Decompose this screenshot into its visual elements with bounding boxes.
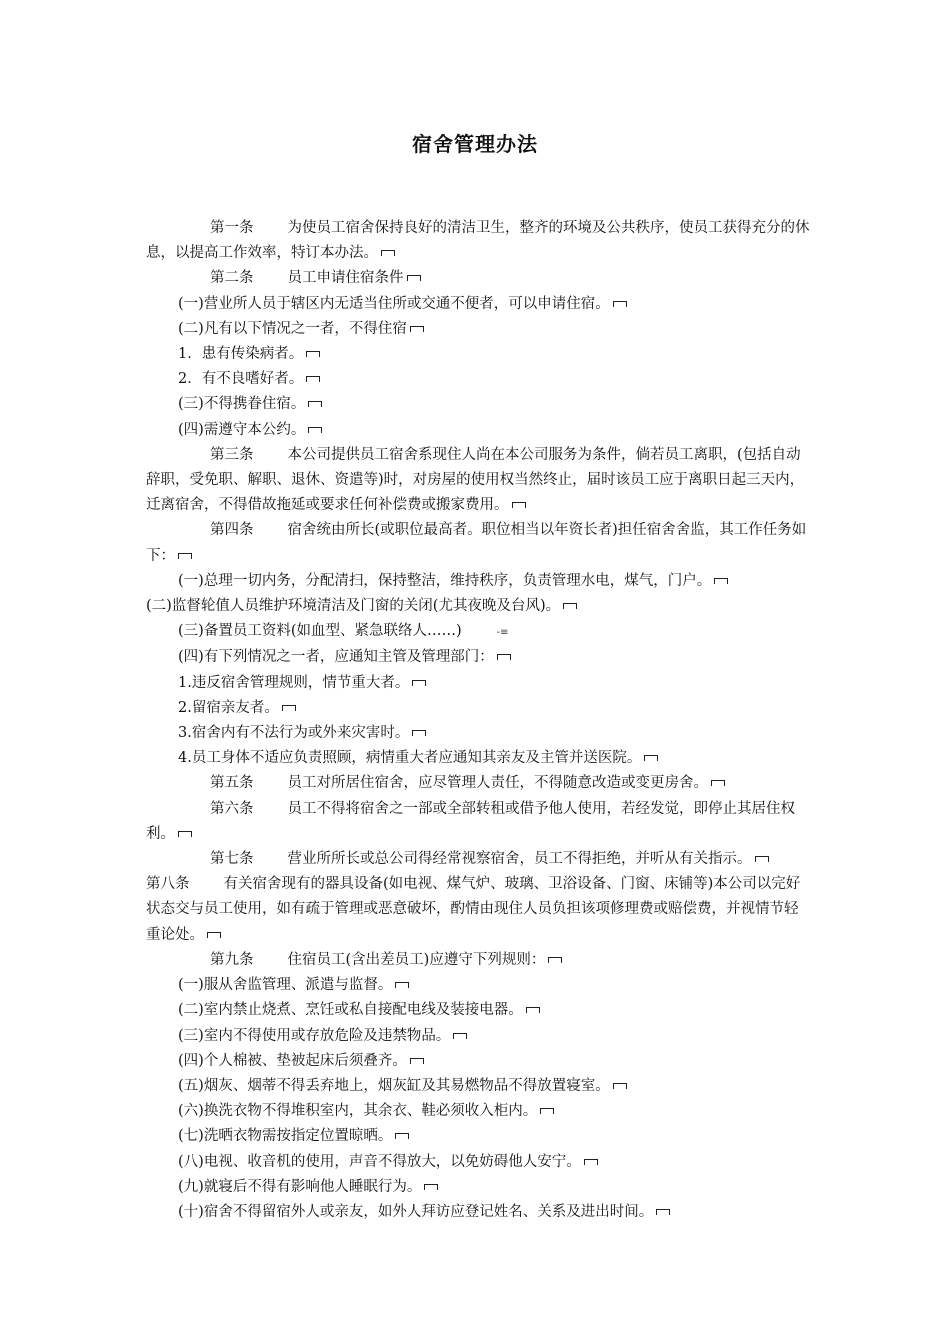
paragraph-mark-icon bbox=[412, 729, 426, 737]
article-9 bbox=[146, 948, 810, 973]
clause-item bbox=[146, 1099, 810, 1124]
article-2 bbox=[146, 266, 810, 291]
article-5 bbox=[146, 771, 810, 796]
clause-text: (二)室内禁止烧煮、烹饪或私自接配电线及装接电器。 bbox=[178, 1002, 523, 1019]
article-text: 本公司提供员工宿舍系现住人尚在本公司服务为条件，倘若员工离职，(包括自动辞职，受免职、解职、退休、资遣等)时，对房屋的使用权当然终止，届时该员工应于离职日起三天内，迁离宿舍，不得借故拖延或要求任何补偿费或搬家费用。 bbox=[146, 446, 805, 514]
clause-item bbox=[146, 392, 810, 417]
clause-item bbox=[146, 746, 810, 771]
paragraph-mark-icon bbox=[613, 1082, 627, 1090]
clause-text: (一)营业所人员于辖区内无适当住所或交通不便者，可以申请住宿。 bbox=[178, 295, 610, 312]
clause-text: (六)换洗衣物不得堆积室内，其余衣、鞋必须收入柜内。 bbox=[178, 1103, 538, 1120]
article-1 bbox=[146, 216, 810, 266]
paragraph-mark-icon bbox=[584, 1158, 598, 1166]
clause-text: 2.留宿亲友者。 bbox=[178, 699, 279, 716]
paragraph-mark-icon bbox=[410, 325, 424, 333]
clause-text: 4.员工身体不适应负责照顾，病情重大者应通知其亲友及主管并送医院。 bbox=[178, 750, 642, 767]
paragraph-mark-icon bbox=[395, 981, 409, 989]
paragraph-mark-icon bbox=[178, 830, 192, 838]
document-title: 宿舍管理办法 bbox=[412, 132, 538, 156]
clause-item bbox=[146, 1074, 810, 1099]
paragraph-mark-icon bbox=[207, 931, 221, 939]
paragraph-mark-icon bbox=[512, 501, 526, 509]
paragraph-mark-icon bbox=[282, 704, 296, 712]
clause-item bbox=[146, 418, 810, 443]
clause-item bbox=[146, 1150, 810, 1175]
article-text: 宿舍统由所长(或职位最高者。职位相当以年资长者)担任宿舍舍监，其工作任务如下： bbox=[146, 522, 807, 564]
clause-item bbox=[146, 671, 810, 696]
clause-item bbox=[146, 1024, 810, 1049]
paragraph-mark-icon bbox=[410, 1057, 424, 1065]
paragraph-mark-icon bbox=[540, 1107, 554, 1115]
article-number: 第八条 bbox=[146, 876, 190, 893]
article-text: 员工对所居住宿舍，应尽管理人责任，不得随意改造或变更房舍。 bbox=[287, 775, 708, 792]
clause-text: 3.宿舍内有不法行为或外来灾害时。 bbox=[178, 725, 410, 742]
clause-item bbox=[146, 342, 810, 367]
clause-text: (四)个人棉被、垫被起床后须叠齐。 bbox=[178, 1052, 407, 1069]
paragraph-mark-icon bbox=[308, 426, 322, 434]
clause-item bbox=[146, 569, 810, 594]
article-4 bbox=[146, 518, 810, 568]
paragraph-mark-icon bbox=[526, 1006, 540, 1014]
clause-item bbox=[146, 1124, 810, 1149]
clause-text: 1.违反宿舍管理规则，情节重大者。 bbox=[178, 674, 410, 691]
article-number: 第九条 bbox=[210, 951, 254, 968]
clause-item bbox=[146, 367, 810, 392]
clause-text: (七)洗晒衣物需按指定位置晾晒。 bbox=[178, 1128, 393, 1145]
article-text: 为使员工宿舍保持良好的清洁卫生，整齐的环境及公共秩序，使员工获得充分的休息，以提高工作效率，特订本办法。 bbox=[146, 220, 810, 262]
paragraph-mark-icon bbox=[381, 249, 395, 257]
clause-text: (四)有下列情况之一者，应通知主管及管理部门： bbox=[178, 649, 494, 666]
article-text: 营业所所长或总公司得经常视察宿舍，员工不得拒绝，并听从有关指示。 bbox=[287, 851, 752, 868]
clause-text: (四)需遵守本公约。 bbox=[178, 421, 306, 438]
clause-item bbox=[146, 721, 810, 746]
article-number: 第三条 bbox=[210, 446, 254, 463]
article-number: 第四条 bbox=[210, 522, 254, 539]
paragraph-mark-icon bbox=[755, 855, 769, 863]
clause-item bbox=[146, 973, 810, 998]
paragraph-mark-icon bbox=[308, 400, 322, 408]
document-body bbox=[146, 216, 810, 1225]
clause-item bbox=[146, 292, 810, 317]
clause-text: 1．患有传染病者。 bbox=[178, 346, 304, 363]
article-6 bbox=[146, 797, 810, 847]
clause-item bbox=[146, 1200, 810, 1225]
clause-item bbox=[146, 696, 810, 721]
paragraph-mark-icon bbox=[407, 274, 421, 282]
article-3 bbox=[146, 443, 810, 519]
paragraph-mark-icon bbox=[714, 577, 728, 585]
clause-item bbox=[146, 1049, 810, 1074]
clause-item bbox=[146, 317, 810, 342]
paragraph-mark-icon bbox=[497, 653, 511, 661]
article-text: 住宿员工(含出差员工)应遵守下列规则： bbox=[287, 951, 546, 968]
paragraph-mark-icon bbox=[656, 1208, 670, 1216]
article-number: 第五条 bbox=[210, 775, 254, 792]
clause-text: (八)电视、收音机的使用，声音不得放大，以免妨碍他人安宁。 bbox=[178, 1153, 581, 1170]
paragraph-mark-icon bbox=[644, 754, 658, 762]
article-text: 员工不得将宿舍之一部或全部转租或借予他人使用，若经发觉，即停止其居住权利。 bbox=[146, 800, 795, 842]
clause-text: (五)烟灰、烟蒂不得丢弃地上，烟灰缸及其易燃物品不得放置寝室。 bbox=[178, 1077, 610, 1094]
paragraph-mark-icon bbox=[563, 602, 577, 610]
clause-text: (二)凡有以下情况之一者，不得住宿 bbox=[178, 320, 407, 337]
article-number: 第二条 bbox=[210, 270, 254, 287]
paragraph-mark-icon bbox=[548, 956, 562, 964]
paragraph-mark-icon bbox=[306, 375, 320, 383]
paragraph-mark-icon bbox=[306, 350, 320, 358]
clause-text: (三)室内不得使用或存放危险及违禁物品。 bbox=[178, 1027, 451, 1044]
paragraph-mark-icon bbox=[424, 1183, 438, 1191]
clause-text: (一)总理一切内务，分配清扫，保持整洁，维持秩序，负责管理水电，煤气，门户。 bbox=[178, 572, 712, 589]
paragraph-mark-icon bbox=[453, 1032, 467, 1040]
line-break-mark-icon: -≡ bbox=[496, 627, 509, 639]
article-number: 第六条 bbox=[210, 800, 254, 817]
clause-item bbox=[146, 645, 810, 670]
clause-item bbox=[146, 619, 810, 645]
clause-text: (一)服从舍监管理、派遣与监督。 bbox=[178, 977, 393, 994]
paragraph-mark-icon bbox=[412, 679, 426, 687]
paragraph-mark-icon bbox=[711, 779, 725, 787]
article-8 bbox=[146, 872, 810, 948]
clause-text: 2．有不良嗜好者。 bbox=[178, 371, 304, 388]
article-number: 第一条 bbox=[210, 220, 254, 236]
clause-text: (九)就寝后不得有影响他人睡眠行为。 bbox=[178, 1178, 422, 1195]
article-text: 员工申请住宿条件 bbox=[287, 270, 404, 287]
clause-item bbox=[146, 1175, 810, 1200]
paragraph-mark-icon bbox=[178, 552, 192, 560]
clause-text: (十)宿舍不得留宿外人或亲友，如外人拜访应登记姓名、关系及进出时间。 bbox=[178, 1203, 654, 1220]
paragraph-mark-icon bbox=[613, 300, 627, 308]
clause-text: (三)备置员工资料(如血型、紧急联络人……) bbox=[178, 623, 462, 640]
clause-item bbox=[146, 998, 810, 1023]
article-7 bbox=[146, 847, 810, 872]
clause-text: (三)不得携眷住宿。 bbox=[178, 396, 306, 413]
article-number: 第七条 bbox=[210, 851, 254, 868]
paragraph-mark-icon bbox=[395, 1132, 409, 1140]
clause-item bbox=[146, 594, 810, 619]
clause-text: (二)监督轮值人员维护环境清洁及门窗的关闭(尤其夜晚及台风)。 bbox=[146, 598, 561, 615]
article-text: 有关宿舍现有的器具设备(如电视、煤气炉、玻璃、卫浴设备、门窗、床铺等)本公司以完好状态交与员工使用，如有疏于管理或恶意破坏，酌情由现住人员负担该项修理费或赔偿费，并视情节轻重论处。 bbox=[146, 876, 801, 943]
